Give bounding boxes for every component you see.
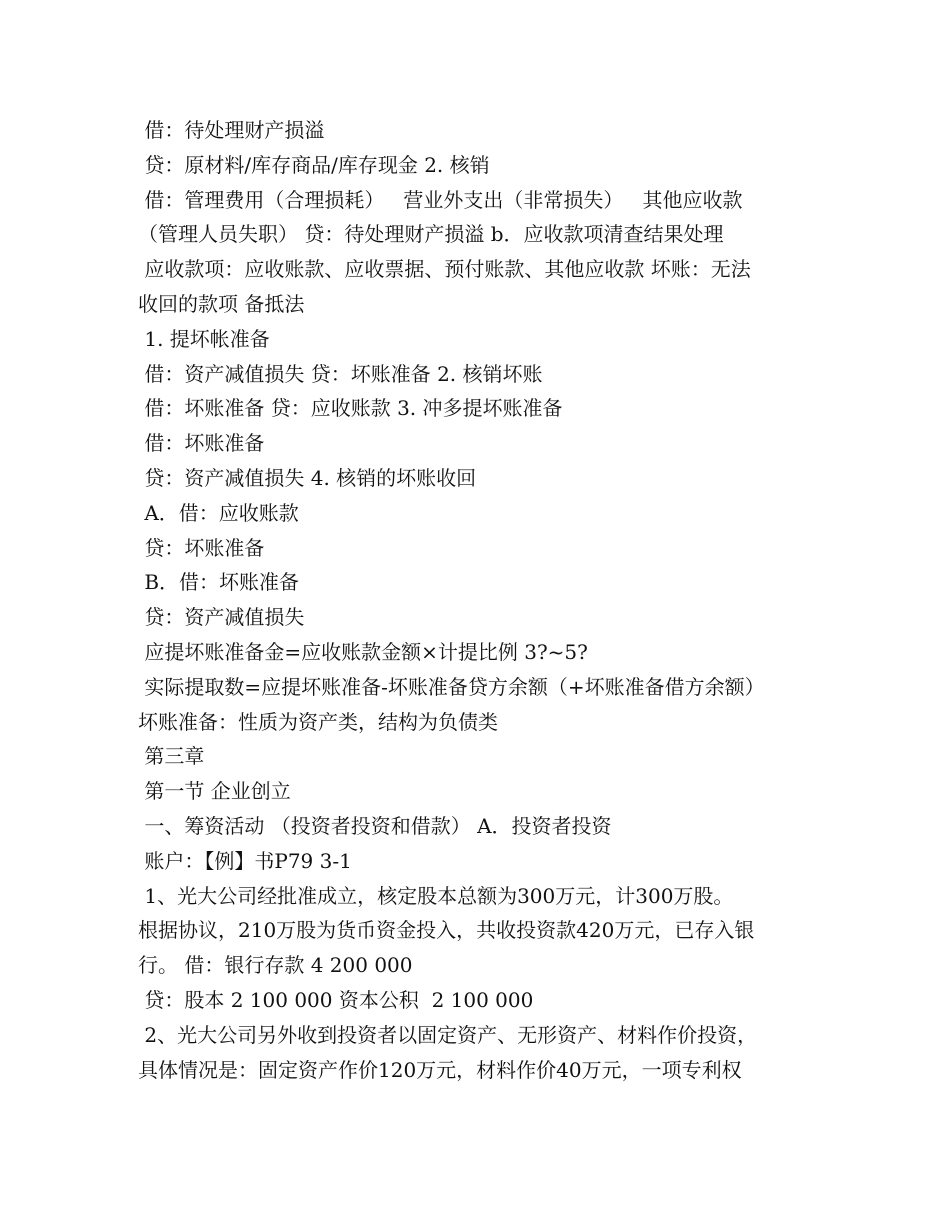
text-line: 实际提取数=应提坏账准备-坏账准备贷方余额（+坏账准备借方余额） xyxy=(138,674,765,699)
text-line: 1. 提坏帐准备 xyxy=(138,326,270,351)
text-line: 借：待处理财产损溢 xyxy=(138,118,325,142)
text-line: 账户：【例】书P79 3-1 xyxy=(138,848,352,873)
text-line: 1、光大公司经批准成立，核定股本总额为300万元，计300万股。 xyxy=(138,883,734,908)
text-line: （管理人员失职） 贷：待处理财产损溢 b．应收款项清查结果处理 xyxy=(138,222,724,247)
text-line: 具体情况是：固定资产作价120万元，材料作价40万元，一项专利权 xyxy=(138,1057,742,1082)
text-line: 贷：坏账准备 xyxy=(138,535,265,560)
text-line: 借：坏账准备 xyxy=(138,431,265,456)
text-line: 贷：资产减值损失 4. 核销的坏账收回 xyxy=(138,465,477,490)
document-body xyxy=(138,113,828,1087)
text-line: 贷：原材料/库存商品/库存现金 2. 核销 xyxy=(138,152,490,177)
text-line: 根据协议，210万股为货币资金投入，共收投资款420万元，已存入银 xyxy=(138,918,755,943)
text-line: 坏账准备：性质为资产类，结构为负债类 xyxy=(138,709,498,734)
text-line: A．借：应收账款 xyxy=(138,500,299,525)
text-line: 行。 借：银行存款 4 200 000 xyxy=(138,953,413,978)
chapter-heading: 第三章 xyxy=(138,744,205,769)
text-line: 借：资产减值损失 贷：坏账准备 2. 核销坏账 xyxy=(138,361,543,386)
text-line: 一、筹资活动 （投资者投资和借款） A．投资者投资 xyxy=(138,813,612,838)
text-line: 应收款项：应收账款、应收票据、预付账款、其他应收款 坏账：无法 xyxy=(138,257,751,282)
text-line: B．借：坏账准备 xyxy=(138,570,300,595)
text-line: 应提坏账准备金=应收账款金额×计提比例 3?~5? xyxy=(138,639,588,664)
text-line: 贷：股本 2 100 000 资本公积 2 100 000 xyxy=(138,987,534,1012)
text-line: 2、光大公司另外收到投资者以固定资产、无形资产、材料作价投资， xyxy=(138,1022,758,1047)
text-line: 借：管理费用（合理损耗） 营业外支出（非常损失） 其他应收款 xyxy=(138,187,743,212)
text-line: 借：坏账准备 贷：应收账款 3. 冲多提坏账准备 xyxy=(138,396,563,421)
text-line: 贷：资产减值损失 xyxy=(138,605,305,630)
section-heading: 第一节 企业创立 xyxy=(138,779,291,804)
text-line: 收回的款项 备抵法 xyxy=(138,291,305,316)
